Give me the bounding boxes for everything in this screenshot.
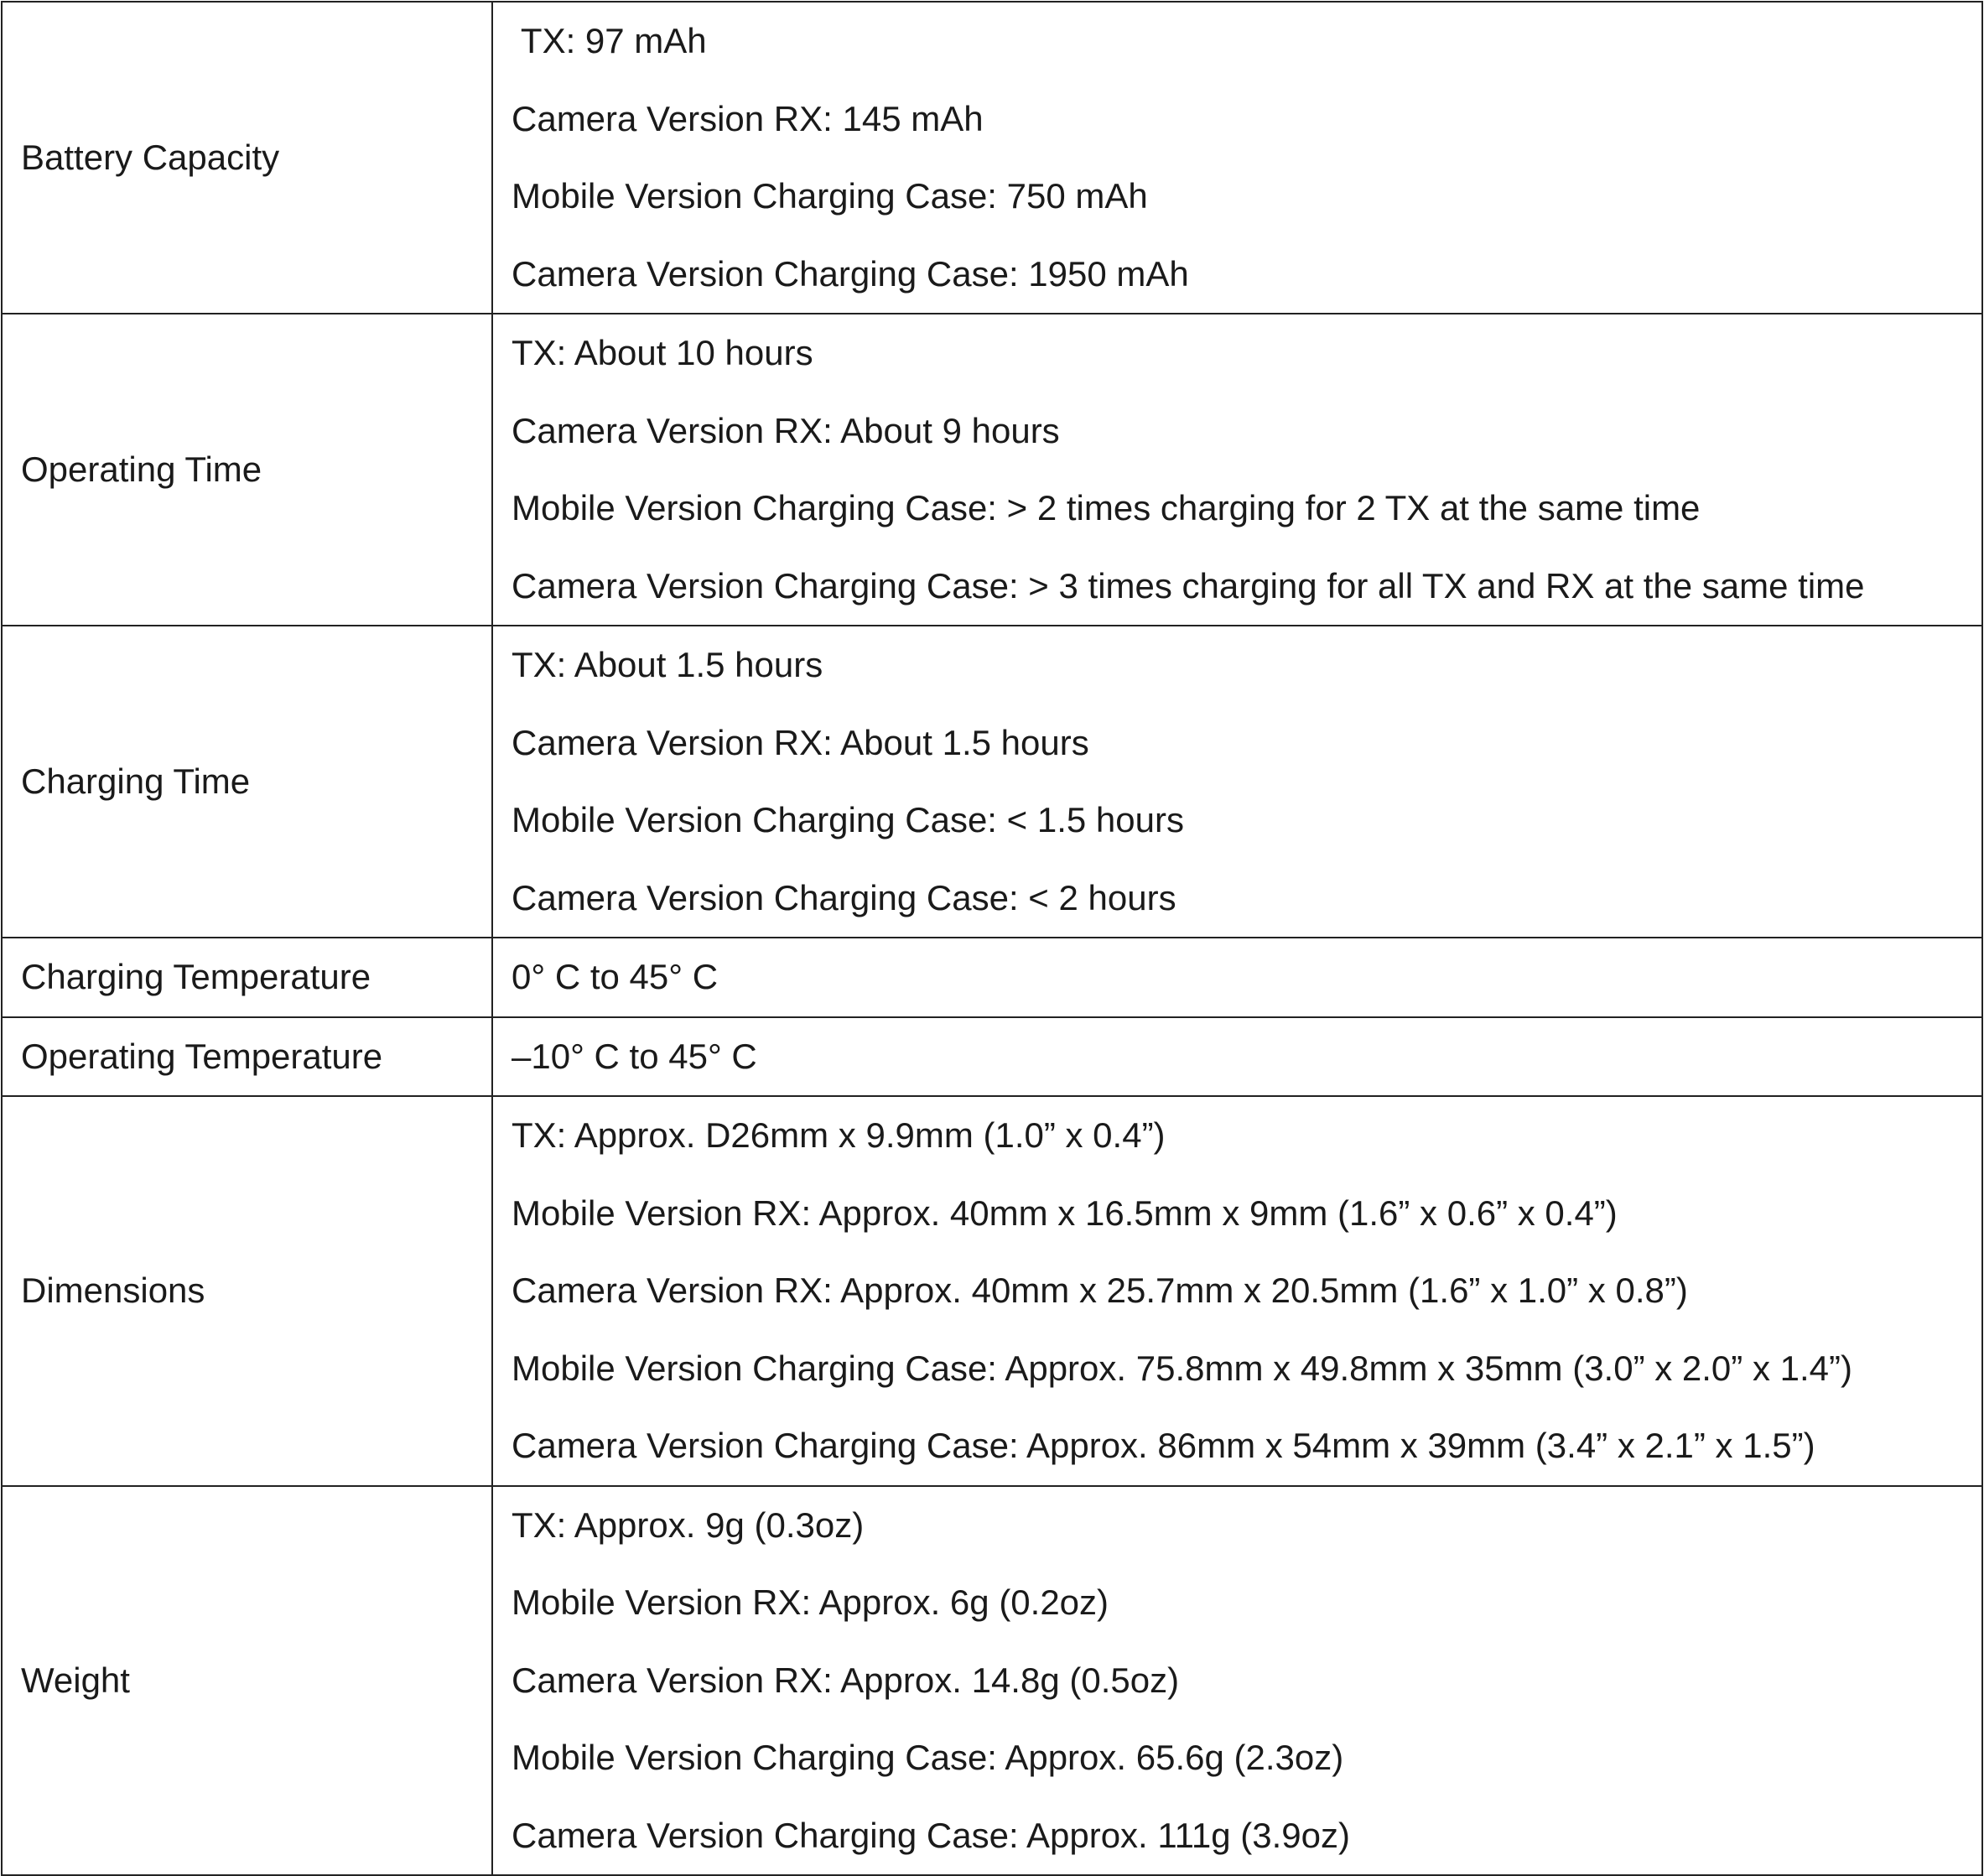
spec-value-line: Mobile Version Charging Case: > 2 times charging for 2 TX at the same time xyxy=(512,488,1701,527)
spec-value-cell xyxy=(492,1017,1982,1097)
spec-value-line: Mobile Version Charging Case: 750 mAh xyxy=(512,176,1148,216)
spec-value-line: Mobile Version Charging Case: Approx. 75.8mm x 49.8mm x 35mm (3.0” x 2.0” x 1.4”) xyxy=(512,1348,1852,1388)
spec-value-line: Camera Version Charging Case: 1950 mAh xyxy=(512,253,1189,294)
spec-row-battery-capacity xyxy=(2,2,1982,314)
spec-row-dimensions xyxy=(2,1096,1982,1486)
spec-table xyxy=(1,1,1983,1876)
spec-table-body xyxy=(2,2,1982,1875)
spec-value-line: Camera Version Charging Case: Approx. 86mm x 54mm x 39mm (3.4” x 2.1” x 1.5”) xyxy=(512,1426,1815,1465)
spec-value-line: TX: About 10 hours xyxy=(512,333,813,372)
spec-value-line: Mobile Version RX: Approx. 40mm x 16.5mm x 9mm (1.6” x 0.6” x 0.4”) xyxy=(512,1193,1618,1233)
spec-value-line: Camera Version RX: About 9 hours xyxy=(512,410,1060,450)
spec-value-line: Camera Version Charging Case: > 3 times charging for all TX and RX at the same time xyxy=(512,565,1865,605)
spec-value-line: Camera Version RX: About 1.5 hours xyxy=(512,722,1089,762)
spec-row-operating-temperature xyxy=(2,1017,1982,1097)
spec-value-line: Mobile Version RX: Approx. 6g (0.2oz) xyxy=(512,1582,1109,1622)
spec-value-cell xyxy=(492,1486,1982,1876)
spec-row-weight xyxy=(2,1486,1982,1876)
spec-value-line: Camera Version RX: Approx. 14.8g (0.5oz) xyxy=(512,1660,1180,1700)
spec-label: Operating Time xyxy=(2,314,492,626)
spec-value-line: Mobile Version Charging Case: Approx. 65.6g (2.3oz) xyxy=(512,1738,1344,1777)
spec-row-charging-temperature xyxy=(2,938,1982,1017)
spec-value-cell xyxy=(492,1096,1982,1486)
spec-value-line: –10° C to 45° C xyxy=(512,1036,757,1076)
spec-label: Dimensions xyxy=(2,1096,492,1486)
spec-value-cell xyxy=(492,2,1982,314)
spec-label: Battery Capacity xyxy=(2,2,492,314)
spec-value-line: Camera Version Charging Case: < 2 hours xyxy=(512,877,1176,917)
spec-value-line: Camera Version Charging Case: Approx. 111g (3.9oz) xyxy=(512,1815,1350,1855)
spec-label: Operating Temperature xyxy=(2,1017,492,1097)
spec-value-cell xyxy=(492,938,1982,1017)
spec-value-cell xyxy=(492,626,1982,938)
spec-value-line: Camera Version RX: Approx. 40mm x 25.7mm x 20.5mm (1.6” x 1.0” x 0.8”) xyxy=(512,1271,1688,1310)
spec-value-line: TX: About 1.5 hours xyxy=(512,645,823,684)
spec-value-line: Mobile Version Charging Case: < 1.5 hours xyxy=(512,800,1184,839)
spec-value-line: 0° C to 45° C xyxy=(512,957,719,996)
spec-value-line: TX: 97 mAh xyxy=(512,21,707,60)
spec-label: Weight xyxy=(2,1486,492,1876)
spec-label: Charging Time xyxy=(2,626,492,938)
spec-label: Charging Temperature xyxy=(2,938,492,1017)
spec-value-line: TX: Approx. D26mm x 9.9mm (1.0” x 0.4”) xyxy=(512,1115,1166,1155)
spec-value-line: Camera Version RX: 145 mAh xyxy=(512,98,984,138)
spec-value-line: TX: Approx. 9g (0.3oz) xyxy=(512,1504,865,1545)
spec-row-charging-time xyxy=(2,626,1982,938)
spec-value-cell xyxy=(492,314,1982,626)
spec-row-operating-time xyxy=(2,314,1982,626)
